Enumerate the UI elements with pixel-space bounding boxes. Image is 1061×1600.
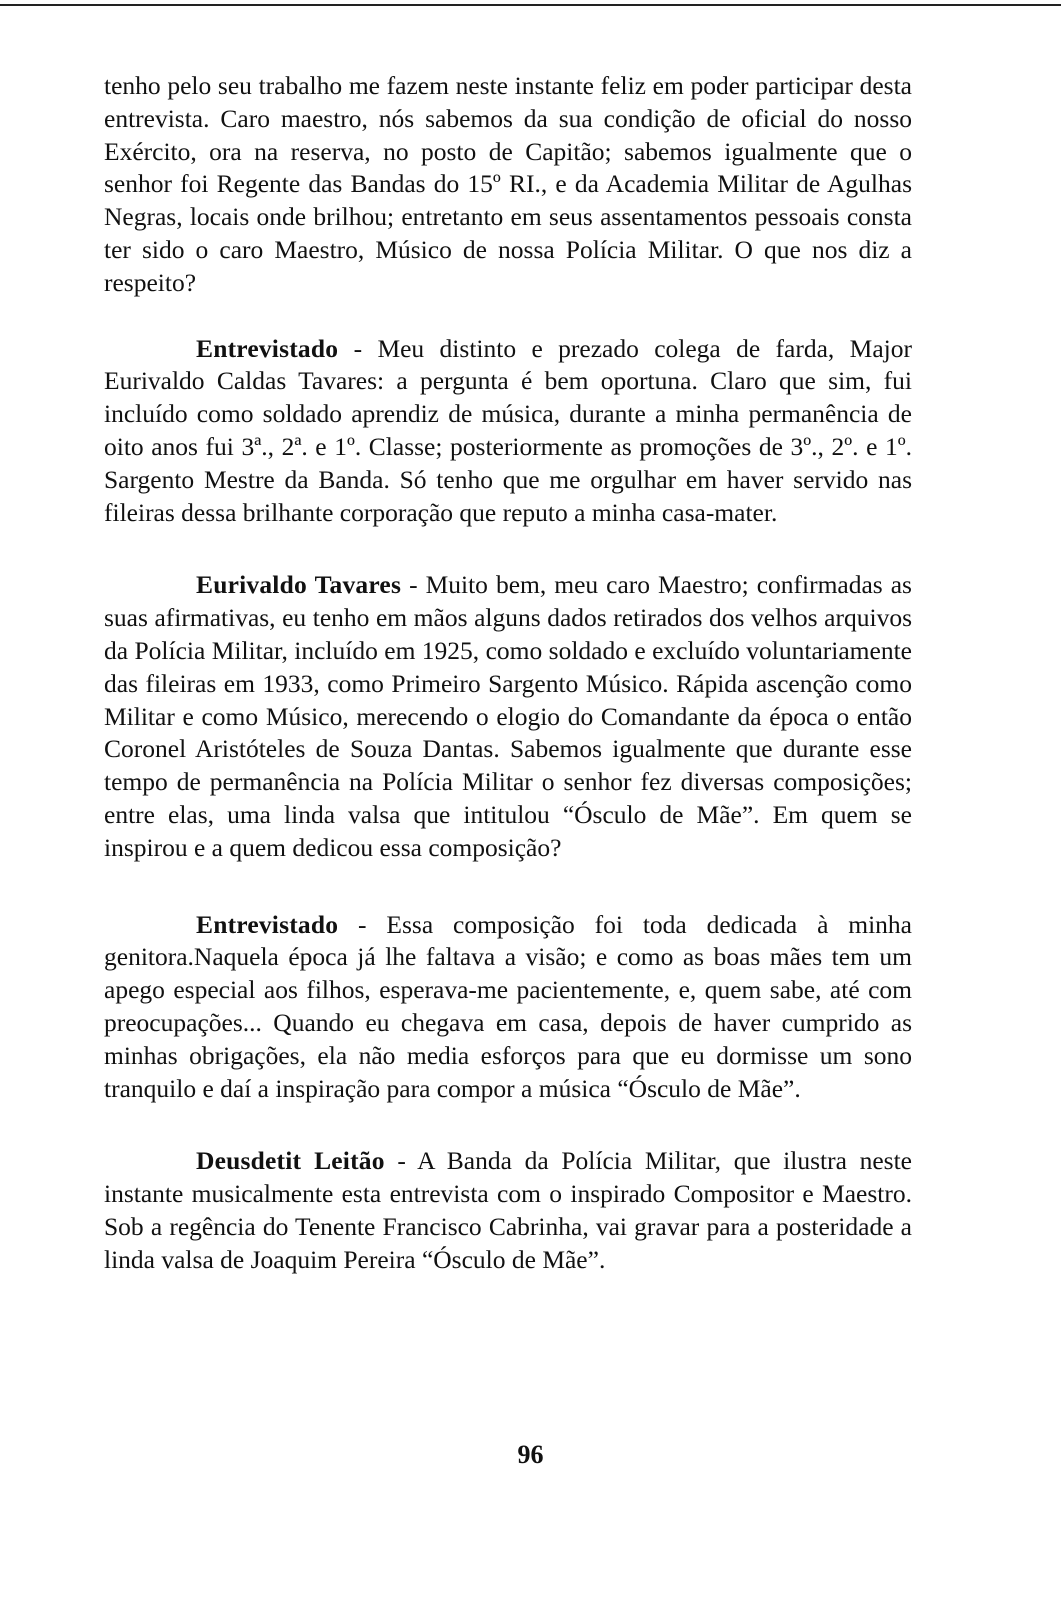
paragraph-answer-1 — [104, 333, 912, 530]
paragraph-text: - Meu distinto e prezado colega de farda, Major Eurivaldo Caldas Tavares: a pergunta é bem oportuna. Claro que sim, fui incluído como soldado aprendiz de música, durante a minha permanência de oito anos fui 3ª., 2ª. e 1º. Classe; posteriormente as promoções de 3º., 2º. e 1º. Sargento Mestre da Banda. Só tenho que me orgulhar em haver servido nas fileiras dessa brilhante corporação que reputo a minha casa-mater. — [104, 333, 912, 527]
paragraph-text: - Essa composição foi toda dedicada à minha genitora.Naquela época já lhe faltava a visão; e como as boas mães tem um apego especial aos filhos, esperava-me pacientemente, e, quem sabe, até com preocupações... Quando eu chegava em casa, depois de haver cumprido as minhas obrigações, ela não media esforços para que eu dormisse um sono tranquilo e daí a inspiração para compor a música “Ósculo de Mãe”. — [104, 909, 912, 1103]
speaker-label: Entrevistado — [196, 333, 339, 363]
page-number: 96 — [517, 1440, 544, 1469]
paragraph-text: tenho pelo seu trabalho me fazem neste instante feliz em poder participar desta entrevista. Caro maestro, nós sabemos da sua condição de oficial do nosso Exército, ora na reserva, no posto de Capitão; sabemos igualmente que o senhor foi Regente das Bandas do 15º RI., e da Academia Militar de Agulhas Negras, locais onde brilhou; entretanto em seus assentamentos pessoais consta ter sido o caro Maestro, Músico de nossa Polícia Militar. O que nos diz a respeito? — [104, 71, 912, 297]
paragraph-answer-2 — [104, 909, 912, 1106]
paragraph-text: - A Banda da Polícia Militar, que ilustra neste instante musicalmente esta entrevista com o inspirado Compositor e Maestro. Sob a regência do Tenente Francisco Cabrinha, vai gravar para a posteridade a linda valsa de Joaquim Pereira “Ósculo de Mãe”. — [104, 1146, 912, 1274]
document-page — [104, 70, 912, 1277]
paragraph-question-continuation — [104, 70, 912, 300]
top-border-line — [0, 4, 1061, 6]
paragraph-question-2 — [104, 569, 912, 864]
speaker-label: Entrevistado — [196, 909, 339, 939]
speaker-label: Eurivaldo Tavares — [196, 570, 402, 600]
paragraph-text: - Muito bem, meu caro Maestro; confirmadas as suas afirmativas, eu tenho em mãos alguns dados retirados dos velhos arquivos da Polícia Militar, incluído em 1925, como soldado e excluído voluntariamente das fileiras em 1933, como Primeiro Sargento Músico. Rápida ascenção como Militar e como Músico, merecendo o elogio do Comandante da época o então Coronel Aristóteles de Souza Dantas. Sabemos igualmente que durante esse tempo de permanência na Polícia Militar o senhor fez diversas composições; entre elas, uma linda valsa que intitulou “Ósculo de Mãe”. Em quem se inspirou e a quem dedicou essa composição? — [104, 570, 912, 862]
paragraph-closing — [104, 1145, 912, 1276]
speaker-label: Deusdetit Leitão — [196, 1146, 385, 1176]
